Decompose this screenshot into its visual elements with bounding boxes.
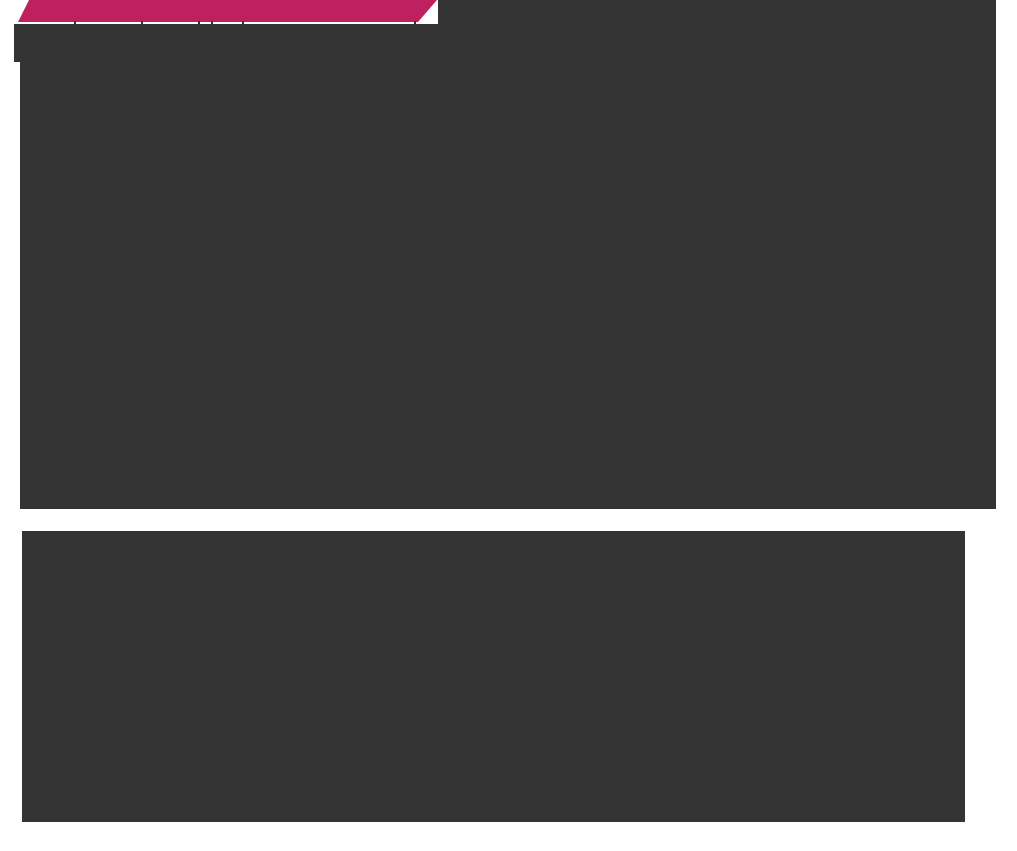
mask-edge-artifact: [242, 21, 244, 24]
selection-highlight-ribbon: [18, 0, 437, 22]
masked-content-panel-bottom: [22, 531, 965, 822]
mask-edge-artifact: [74, 21, 76, 24]
mask-edge-artifact: [198, 21, 200, 24]
mask-edge-artifact: [414, 21, 416, 24]
mask-edge-artifact: [141, 21, 143, 24]
masked-content-panel-top: [14, 0, 996, 509]
mask-edge-artifact: [211, 21, 213, 24]
